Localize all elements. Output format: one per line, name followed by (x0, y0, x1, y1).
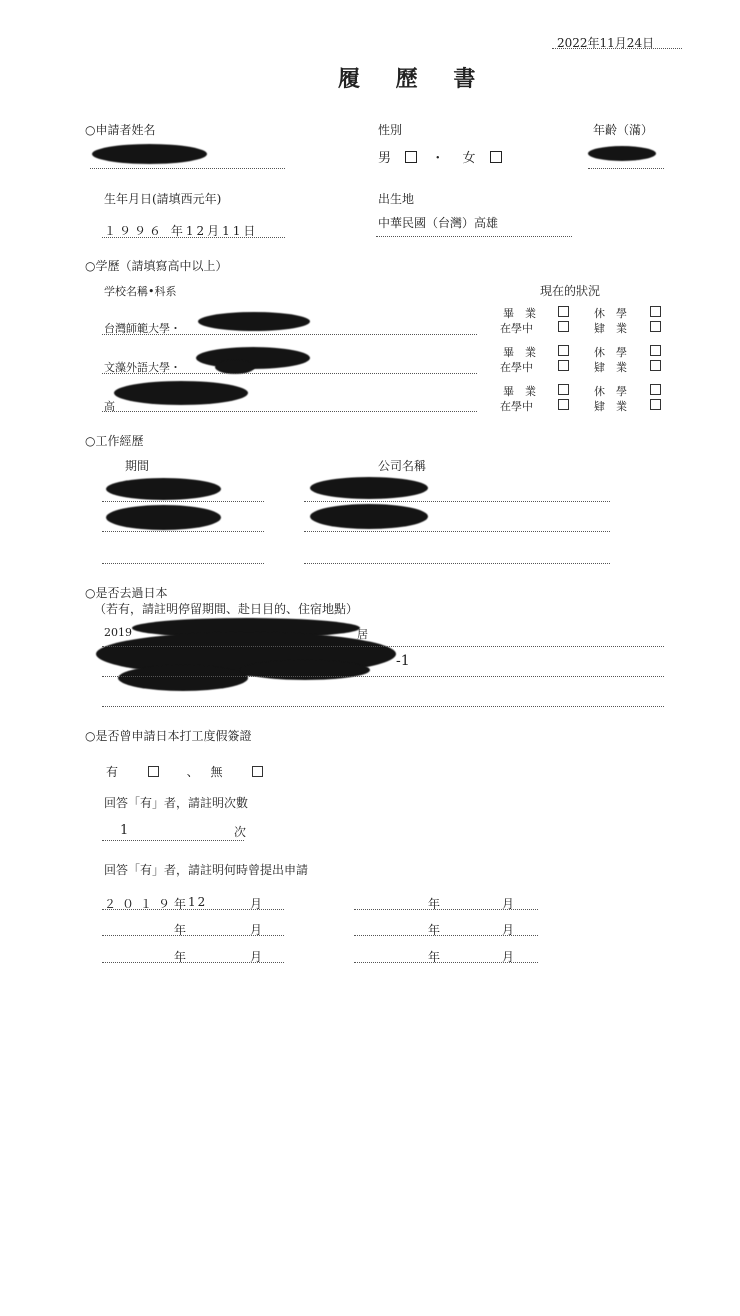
birthdate-underline (102, 237, 285, 238)
apply-4-year-char: 年 (428, 897, 441, 911)
status-suspended-3: 休 學 (594, 385, 627, 398)
school-2-redaction-b (215, 360, 255, 374)
japan-visit-underline-2 (102, 676, 664, 677)
japan-visit-underline-1 (102, 646, 664, 647)
status-graduated-1: 畢 業 (503, 307, 536, 320)
page-title: 履 歷 書 (338, 66, 490, 92)
status-enrolled-2: 在學中 (500, 361, 533, 374)
status-graduated-2: 畢 業 (503, 346, 536, 359)
apply-6-year-char: 年 (428, 950, 441, 964)
work-period-2-underline (102, 531, 264, 532)
name-redaction (92, 144, 207, 164)
option-separator: 、 (186, 765, 199, 779)
apply-1-year: ２０１９ (104, 897, 177, 911)
birthplace-underline (376, 236, 572, 237)
age-redaction (588, 146, 656, 161)
checkbox-enrolled-3[interactable] (558, 399, 569, 410)
status-dropped-1: 肄 業 (594, 322, 627, 335)
japan-visit-line1-suffix: 居 (357, 628, 368, 641)
apply-1-year-char: 年 (174, 897, 187, 911)
company-header: 公司名稱 (378, 459, 427, 473)
japan-visit-underline-3 (102, 706, 664, 707)
date-underline (552, 48, 682, 49)
age-underline (588, 168, 664, 169)
option-no-label: 無 (210, 765, 223, 779)
school-1-redaction (198, 312, 310, 331)
apply-3-month-char: 月 (250, 950, 263, 964)
checkbox-enrolled-1[interactable] (558, 321, 569, 332)
checkbox-graduated-1[interactable] (558, 306, 569, 317)
gender-options (378, 147, 502, 166)
checkbox-enrolled-2[interactable] (558, 360, 569, 371)
japan-visit-redaction-c (118, 665, 248, 691)
japan-visit-line2-suffix: -1 (396, 653, 410, 669)
document-date: 2022年11月24日 (557, 36, 655, 50)
gender-female-checkbox[interactable] (490, 151, 502, 163)
apply-2-month-char: 月 (250, 923, 263, 937)
count-underline (102, 840, 244, 841)
school-2: 文藻外語大學・ (104, 361, 181, 374)
work-company-3-underline (304, 563, 610, 564)
gender-separator: ・ (431, 151, 445, 166)
checkbox-graduated-2[interactable] (558, 345, 569, 356)
checkbox-dropped-1[interactable] (650, 321, 661, 332)
apply-5-underline (354, 935, 538, 936)
checkbox-graduated-3[interactable] (558, 384, 569, 395)
school-2-underline (102, 373, 477, 374)
work-company-2-redaction (310, 504, 428, 529)
period-header: 期間 (125, 459, 150, 473)
checkbox-suspended-3[interactable] (650, 384, 661, 395)
name-underline (90, 168, 285, 169)
status-dropped-3: 肄 業 (594, 400, 627, 413)
work-period-1-redaction (106, 478, 221, 500)
work-section-label: ○工作經歷 (85, 434, 144, 448)
work-company-2-underline (304, 531, 610, 532)
work-period-3-underline (102, 563, 264, 564)
option-no-checkbox[interactable] (252, 766, 263, 777)
apply-1-month: 12 (188, 895, 208, 909)
school-3: 高 (104, 400, 115, 413)
gender-label: 性別 (378, 123, 403, 137)
option-yes-label: 有 (106, 765, 119, 779)
apply-2-underline (102, 935, 284, 936)
work-period-2-redaction (106, 505, 221, 530)
school-3-redaction (114, 381, 248, 405)
age-label: 年齡（滿） (593, 123, 654, 137)
checkbox-suspended-1[interactable] (650, 306, 661, 317)
name-label: ○申請者姓名 (85, 123, 156, 137)
count-value: 1 (120, 823, 129, 838)
apply-5-year-char: 年 (428, 923, 441, 937)
status-suspended-1: 休 學 (594, 307, 627, 320)
apply-4-month-char: 月 (502, 897, 515, 911)
birthplace-label: 出生地 (378, 192, 415, 206)
status-dropped-2: 肄 業 (594, 361, 627, 374)
work-company-1-redaction (310, 477, 428, 499)
work-company-1-underline (304, 501, 610, 502)
gender-female-label: 女 (462, 151, 476, 166)
gender-male-checkbox[interactable] (405, 151, 417, 163)
apply-1-month-char: 月 (250, 897, 263, 911)
japan-visit-label: ○是否去過日本 (85, 586, 168, 600)
apply-3-underline (102, 962, 284, 963)
option-yes-checkbox[interactable] (148, 766, 159, 777)
birthdate-label: 生年月日(請填西元年) (104, 192, 222, 206)
status-suspended-2: 休 學 (594, 346, 627, 359)
apply-5-month-char: 月 (502, 923, 515, 937)
when-prompt: 回答「有」者，請註明何時曾提出申請 (104, 863, 309, 877)
school-1: 台灣師範大學・ (104, 322, 181, 335)
japan-visit-line1-prefix: 2019 (104, 626, 132, 639)
status-enrolled-3: 在學中 (500, 400, 533, 413)
status-header: 現在的狀況 (540, 284, 601, 298)
apply-3-year-char: 年 (174, 950, 187, 964)
school-1-underline (102, 334, 477, 335)
birthplace-value: 中華民國（台灣）高雄 (378, 216, 499, 230)
status-enrolled-1: 在學中 (500, 322, 533, 335)
apply-6-underline (354, 962, 538, 963)
school-3-underline (102, 411, 477, 412)
working-holiday-options (106, 763, 263, 780)
count-prompt: 回答「有」者，請註明次數 (104, 796, 249, 810)
birthdate-value: １９９６ 年12月11日 (104, 224, 259, 238)
working-holiday-label: ○是否曾申請日本打工度假簽證 (85, 729, 252, 743)
status-graduated-3: 畢 業 (503, 385, 536, 398)
apply-6-month-char: 月 (502, 950, 515, 964)
education-section-label: ○学歷（請填寫高中以上） (85, 259, 228, 273)
apply-4-underline (354, 909, 538, 910)
school-header: 学校名稱•科系 (104, 285, 177, 298)
checkbox-suspended-2[interactable] (650, 345, 661, 356)
apply-1-underline (102, 909, 284, 910)
japan-visit-note: （若有，請註明停留期間、赴日目的、住宿地點） (94, 602, 359, 616)
count-unit: 次 (234, 825, 247, 839)
checkbox-dropped-2[interactable] (650, 360, 661, 371)
japan-visit-redaction-d (240, 660, 370, 680)
apply-2-year-char: 年 (174, 923, 187, 937)
work-period-1-underline (102, 501, 264, 502)
checkbox-dropped-3[interactable] (650, 399, 661, 410)
gender-male-label: 男 (378, 151, 392, 166)
